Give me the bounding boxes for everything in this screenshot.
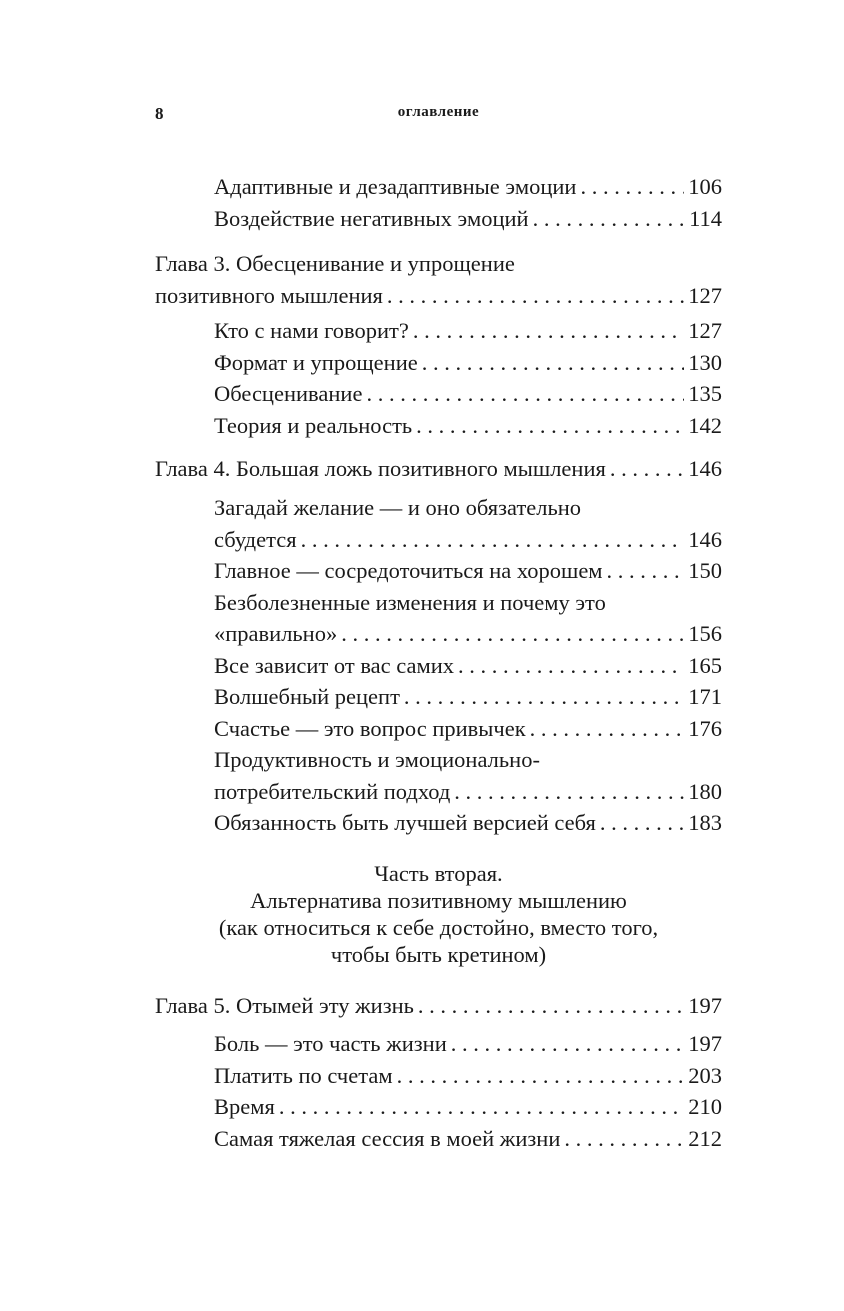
chapter-title-line (155, 990, 722, 1022)
toc-section-chapter-4 (155, 492, 722, 839)
leader-dots (454, 776, 684, 808)
toc-entry-page: 180 (688, 778, 722, 804)
toc-entry-title: Все зависит от вас самих (214, 652, 455, 678)
toc-entry (155, 410, 722, 442)
toc-entry-page: 176 (688, 715, 722, 741)
toc-entry-page: 114 (689, 205, 722, 231)
page-header (155, 104, 722, 128)
leader-dots (366, 378, 684, 410)
toc-entry-page: 146 (688, 526, 722, 552)
toc-entry-title: Адаптивные и дезадаптивные эмоции (214, 174, 577, 199)
toc-entry (155, 1028, 722, 1060)
leader-dots (530, 713, 685, 745)
toc-entry-title: Время (214, 1094, 275, 1119)
toc-entry-title: Обесценивание (214, 381, 363, 406)
page-number: 8 (155, 104, 164, 123)
leader-dots (564, 1123, 684, 1155)
toc-entry-page: 165 (688, 652, 722, 678)
toc-entry-page: 210 (688, 1094, 722, 1119)
toc-entry (155, 618, 722, 650)
toc-entry (155, 807, 722, 839)
toc-entry (155, 1123, 722, 1155)
part-two-line: чтобы быть кретином) (330, 942, 547, 967)
toc-section-chapter-5 (155, 1028, 722, 1154)
leader-dots (607, 555, 685, 587)
toc-entry (155, 713, 722, 745)
chapter-title-line (155, 453, 722, 485)
toc-entry-title-cont: «правильно» (214, 621, 338, 646)
toc-entry (155, 524, 722, 556)
toc-section-chapter-3 (155, 315, 722, 441)
toc-entry-page: 142 (688, 412, 722, 438)
leader-dots (413, 315, 684, 347)
toc-entry-title: Воздействие негативных эмоций (214, 205, 529, 231)
leader-dots (533, 203, 686, 235)
leader-dots (418, 990, 684, 1022)
toc-entry (155, 203, 722, 235)
toc-entry-page: 127 (688, 318, 722, 343)
leader-dots (341, 618, 684, 650)
leader-dots (301, 524, 685, 556)
toc-entry (155, 315, 722, 347)
chapter-title: Глава 4. Большая ложь позитивного мышления (155, 456, 606, 481)
toc-chapter-4 (155, 453, 722, 485)
toc-entry-title-line (155, 492, 722, 524)
toc-entry-page: 197 (688, 1031, 722, 1056)
toc-entry (155, 1060, 722, 1092)
chapter-title: Глава 3. Обесценивание и упрощение (155, 251, 515, 276)
chapter-title-line (155, 248, 722, 280)
toc-entry (155, 378, 722, 410)
toc-entry-title: Формат и упрощение (214, 349, 418, 375)
toc-chapter-5 (155, 990, 722, 1022)
leader-dots (279, 1091, 684, 1123)
leader-dots (387, 280, 684, 312)
toc-entry-page: 183 (688, 810, 722, 835)
leader-dots (600, 807, 684, 839)
part-two-line: Часть вторая. (374, 861, 503, 886)
leader-dots (610, 453, 684, 485)
toc-entry-title-line (155, 744, 722, 776)
chapter-page: 146 (688, 456, 722, 481)
toc-section-emotions (155, 171, 722, 234)
toc-entry-page: 212 (688, 1125, 722, 1151)
toc-entry-page: 130 (688, 349, 722, 375)
toc-entry-title: Счастье — это вопрос привычек (214, 715, 526, 741)
toc-entry-title: Обязанность быть лучшей версией себя (214, 810, 596, 835)
toc-entry (155, 681, 722, 713)
leader-dots (397, 1060, 685, 1092)
toc-entry-page: 150 (688, 558, 722, 583)
toc-entry (155, 555, 722, 587)
toc-entry-page: 135 (688, 381, 722, 406)
toc-entry-title-cont: сбудется (214, 526, 297, 552)
toc-entry-title: Теория и реальность (214, 412, 413, 438)
part-two-heading (155, 860, 722, 968)
toc-entry (155, 171, 722, 203)
chapter-page: 197 (688, 993, 722, 1018)
toc-entry-title: Боль — это часть жизни (214, 1031, 447, 1056)
toc-entry-title: Платить по счетам (214, 1062, 393, 1088)
chapter-page: 127 (688, 282, 722, 308)
toc-entry-page: 156 (688, 621, 722, 646)
leader-dots (451, 1028, 685, 1060)
leader-dots (458, 650, 684, 682)
toc-entry-title: Самая тяжелая сессия в моей жизни (214, 1125, 561, 1151)
leader-dots (580, 171, 684, 203)
toc-entry-title: Загадай желание — и оно обязательно (214, 495, 582, 520)
chapter-title: Глава 5. Отымей эту жизнь (155, 993, 414, 1018)
toc-entry-title-cont: потребительский подход (214, 778, 451, 804)
part-two-line: Альтернатива позитивному мышлению (250, 888, 627, 913)
leader-dots (422, 347, 685, 379)
toc-entry-title: Кто с нами говорит? (214, 318, 409, 343)
toc-entry (155, 776, 722, 808)
chapter-title-cont: позитивного мышления (155, 282, 383, 308)
toc-entry-title-line (155, 587, 722, 619)
toc-entry-title: Безболезненные изменения и почему это (214, 589, 606, 615)
toc-entry-page: 106 (688, 174, 722, 199)
toc-entry (155, 347, 722, 379)
leader-dots (416, 410, 684, 442)
toc-entry-page: 203 (688, 1062, 722, 1088)
toc-entry (155, 1091, 722, 1123)
part-two-line: (как относиться к себе достойно, вместо того, (218, 915, 659, 940)
running-title: оглавление (397, 104, 480, 120)
leader-dots (404, 681, 684, 713)
toc-entry-title: Продуктивность и эмоционально- (214, 747, 540, 772)
toc-chapter-3 (155, 248, 722, 311)
toc-entry-title: Главное — сосредоточиться на хорошем (214, 558, 603, 583)
chapter-title-line (155, 280, 722, 312)
toc-entry-title: Волшебный рецепт (214, 684, 400, 709)
toc-entry-page: 171 (688, 684, 722, 709)
toc-entry (155, 650, 722, 682)
